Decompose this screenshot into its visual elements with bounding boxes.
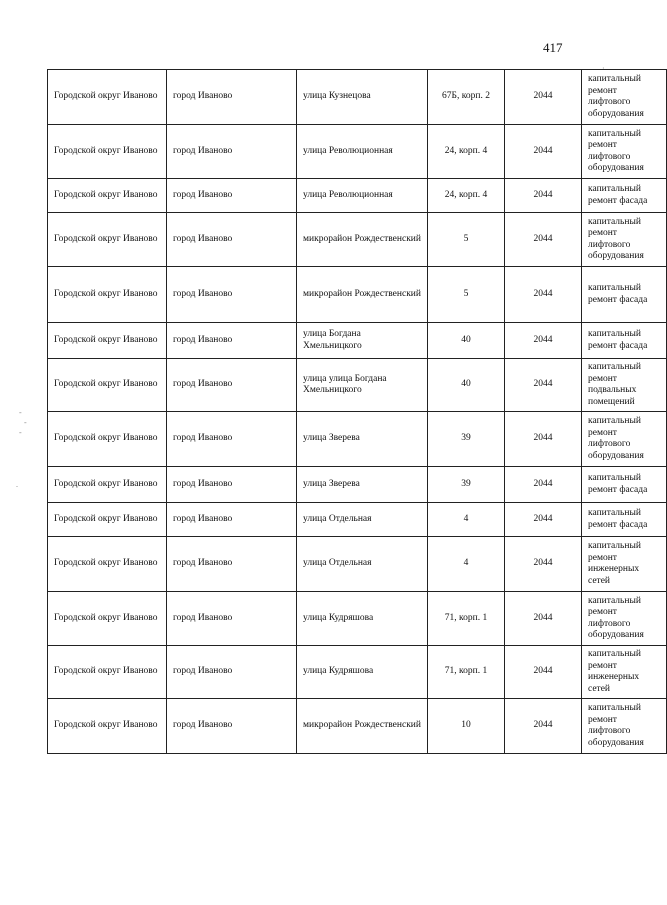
scan-speck: · xyxy=(602,64,605,73)
cell-gorod: город Иваново xyxy=(167,70,297,125)
cell-okrug: Городской округ Иваново xyxy=(48,267,167,323)
cell-street: улица Кудряшова xyxy=(297,646,428,699)
cell-street: микрорайон Рождественский xyxy=(297,699,428,754)
cell-gorod: город Иваново xyxy=(167,267,297,323)
cell-okrug: Городской округ Иваново xyxy=(48,359,167,412)
cell-year: 2044 xyxy=(505,592,582,646)
cell-work-type: капитальный ремонт инженерных сетей xyxy=(582,646,667,699)
cell-gorod: город Иваново xyxy=(167,412,297,467)
cell-okrug: Городской округ Иваново xyxy=(48,179,167,213)
cell-work-type: капитальный ремонт фасада xyxy=(582,467,667,503)
cell-year: 2044 xyxy=(505,359,582,412)
cell-year: 2044 xyxy=(505,467,582,503)
cell-work-type: капитальный ремонт лифтового оборудования xyxy=(582,125,667,179)
cell-year: 2044 xyxy=(505,646,582,699)
table-row xyxy=(48,537,667,592)
cell-gorod: город Иваново xyxy=(167,646,297,699)
table-row xyxy=(48,467,667,503)
cell-year: 2044 xyxy=(505,213,582,267)
cell-house: 39 xyxy=(428,412,505,467)
table-row xyxy=(48,503,667,537)
cell-year: 2044 xyxy=(505,412,582,467)
cell-okrug: Городской округ Иваново xyxy=(48,503,167,537)
cell-okrug: Городской округ Иваново xyxy=(48,323,167,359)
cell-gorod: город Иваново xyxy=(167,213,297,267)
cell-gorod: город Иваново xyxy=(167,125,297,179)
cell-work-type: капитальный ремонт инженерных сетей xyxy=(582,537,667,592)
cell-street: улица Революционная xyxy=(297,125,428,179)
cell-house: 24, корп. 4 xyxy=(428,179,505,213)
cell-street: микрорайон Рождественский xyxy=(297,267,428,323)
cell-okrug: Городской округ Иваново xyxy=(48,213,167,267)
cell-year: 2044 xyxy=(505,323,582,359)
cell-gorod: город Иваново xyxy=(167,359,297,412)
cell-house: 39 xyxy=(428,467,505,503)
margin-mark: - xyxy=(19,428,22,437)
cell-gorod: город Иваново xyxy=(167,699,297,754)
cell-house: 24, корп. 4 xyxy=(428,125,505,179)
cell-house: 4 xyxy=(428,537,505,592)
margin-mark: . xyxy=(16,480,18,489)
cell-street: микрорайон Рождественский xyxy=(297,213,428,267)
table-row xyxy=(48,699,667,754)
cell-year: 2044 xyxy=(505,537,582,592)
cell-work-type: капитальный ремонт лифтового оборудования xyxy=(582,592,667,646)
repair-schedule-table xyxy=(47,69,667,754)
cell-house: 10 xyxy=(428,699,505,754)
cell-house: 71, корп. 1 xyxy=(428,646,505,699)
cell-work-type: капитальный ремонт фасада xyxy=(582,503,667,537)
table-row xyxy=(48,125,667,179)
cell-street: улица Кудряшова xyxy=(297,592,428,646)
table-row xyxy=(48,359,667,412)
cell-house: 40 xyxy=(428,323,505,359)
cell-work-type: капитальный ремонт лифтового оборудования xyxy=(582,70,667,125)
cell-okrug: Городской округ Иваново xyxy=(48,699,167,754)
cell-street: улица улица Богдана Хмельницкого xyxy=(297,359,428,412)
cell-okrug: Городской округ Иваново xyxy=(48,467,167,503)
cell-house: 71, корп. 1 xyxy=(428,592,505,646)
cell-year: 2044 xyxy=(505,179,582,213)
cell-year: 2044 xyxy=(505,70,582,125)
cell-okrug: Городской округ Иваново xyxy=(48,592,167,646)
cell-house: 5 xyxy=(428,213,505,267)
cell-street: улица Богдана Хмельницкого xyxy=(297,323,428,359)
cell-street: улица Зверева xyxy=(297,412,428,467)
table-row xyxy=(48,592,667,646)
cell-street: улица Отдельная xyxy=(297,537,428,592)
cell-okrug: Городской округ Иваново xyxy=(48,125,167,179)
cell-street: улица Зверева xyxy=(297,467,428,503)
cell-work-type: капитальный ремонт лифтового оборудования xyxy=(582,699,667,754)
cell-street: улица Отдельная xyxy=(297,503,428,537)
cell-street: улица Революционная xyxy=(297,179,428,213)
cell-work-type: капитальный ремонт фасада xyxy=(582,267,667,323)
cell-work-type: капитальный ремонт лифтового оборудования xyxy=(582,213,667,267)
margin-mark: - xyxy=(19,408,22,417)
cell-house: 40 xyxy=(428,359,505,412)
margin-mark: - xyxy=(24,418,27,427)
cell-year: 2044 xyxy=(505,503,582,537)
table-row xyxy=(48,70,667,125)
cell-work-type: капитальный ремонт подвальных помещений xyxy=(582,359,667,412)
cell-year: 2044 xyxy=(505,267,582,323)
page-number: 417 xyxy=(543,40,563,55)
cell-gorod: город Иваново xyxy=(167,592,297,646)
cell-gorod: город Иваново xyxy=(167,503,297,537)
cell-street: улица Кузнецова xyxy=(297,70,428,125)
cell-okrug: Городской округ Иваново xyxy=(48,537,167,592)
table-row xyxy=(48,179,667,213)
cell-work-type: капитальный ремонт фасада xyxy=(582,179,667,213)
cell-okrug: Городской округ Иваново xyxy=(48,70,167,125)
cell-work-type: капитальный ремонт фасада xyxy=(582,323,667,359)
table-row xyxy=(48,412,667,467)
cell-house: 4 xyxy=(428,503,505,537)
cell-gorod: город Иваново xyxy=(167,467,297,503)
table-row xyxy=(48,323,667,359)
cell-okrug: Городской округ Иваново xyxy=(48,646,167,699)
cell-house: 5 xyxy=(428,267,505,323)
cell-work-type: капитальный ремонт лифтового оборудования xyxy=(582,412,667,467)
cell-gorod: город Иваново xyxy=(167,537,297,592)
table-row xyxy=(48,267,667,323)
cell-okrug: Городской округ Иваново xyxy=(48,412,167,467)
cell-house: 67Б, корп. 2 xyxy=(428,70,505,125)
cell-year: 2044 xyxy=(505,125,582,179)
cell-gorod: город Иваново xyxy=(167,179,297,213)
table-row xyxy=(48,646,667,699)
cell-year: 2044 xyxy=(505,699,582,754)
cell-gorod: город Иваново xyxy=(167,323,297,359)
table-row xyxy=(48,213,667,267)
